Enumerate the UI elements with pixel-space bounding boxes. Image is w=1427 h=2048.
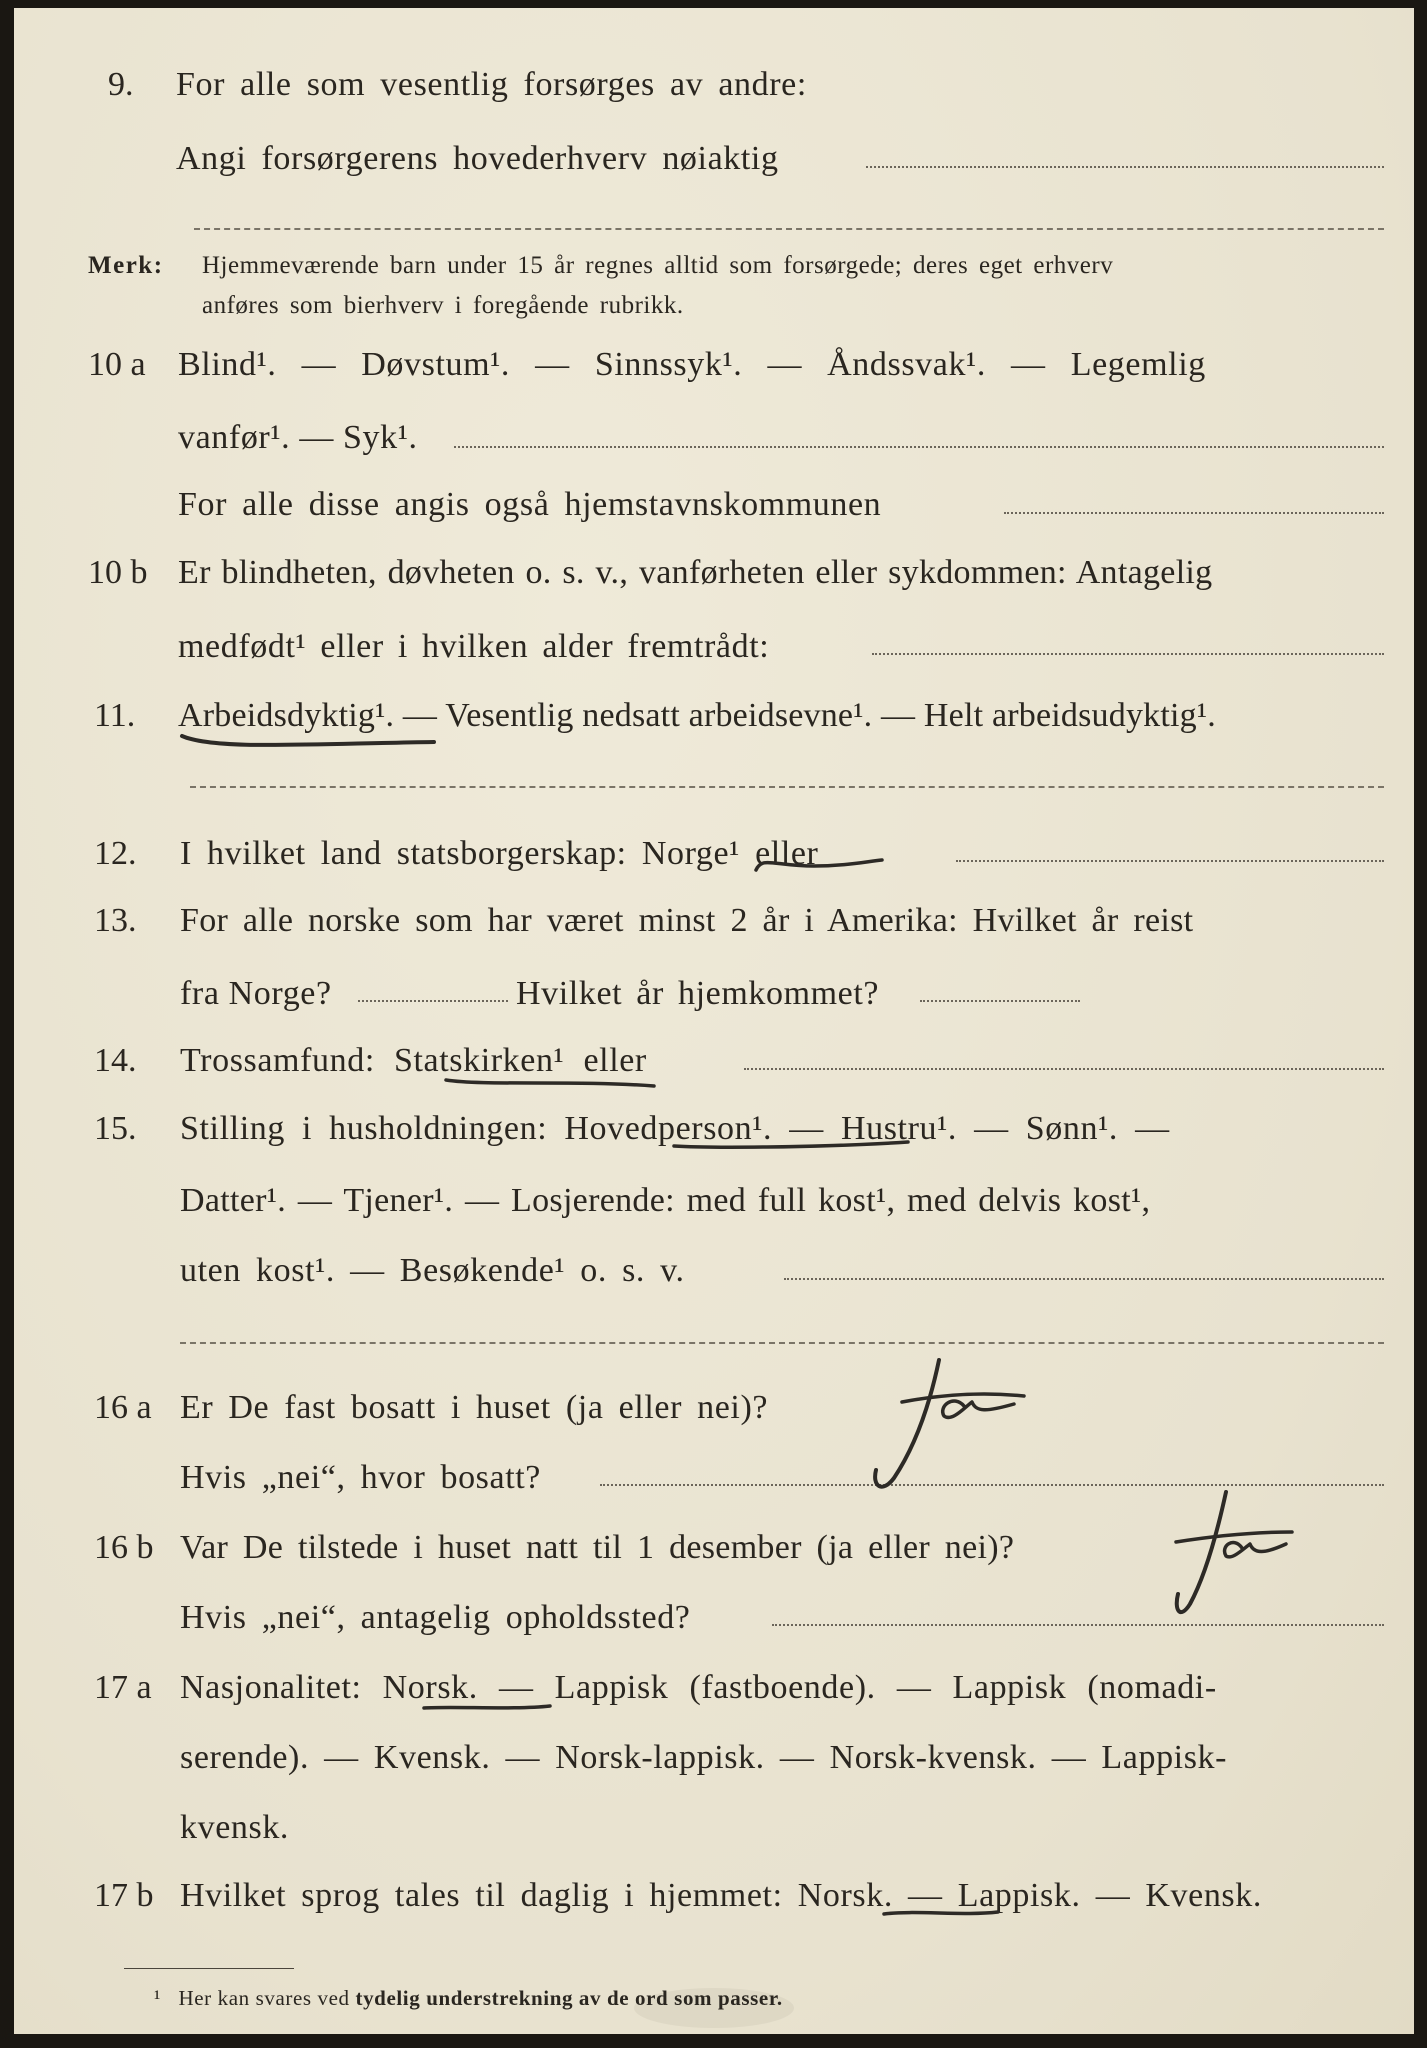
- q16b-number: 16 b: [94, 1529, 154, 1566]
- q12-option-norge[interactable]: Norge¹: [641, 835, 740, 872]
- q14-answer-line[interactable]: [744, 1068, 1384, 1070]
- q15-text-line1: [180, 1109, 1170, 1149]
- q17b-rest: — Lappisk. — Kvensk.: [892, 1877, 1262, 1914]
- merk-text-line2: anføres som bierhverv i foregående rubrikk.: [202, 292, 684, 319]
- q9-text-line2: Angi forsørgerens hovederhverv nøiaktig: [176, 140, 779, 177]
- q11-text: [178, 696, 1216, 736]
- q10a-text-line3: For alle disse angis også hjemstavnskommunen: [178, 486, 882, 523]
- footnote-mark: ¹: [154, 1986, 161, 2010]
- q16a-text-line1: Er De fast bosatt i huset (ja eller nei)?: [180, 1389, 769, 1426]
- q11-number: 11.: [94, 697, 136, 734]
- q10b-answer-line[interactable]: [872, 653, 1384, 655]
- q12-answer-line[interactable]: [956, 860, 1384, 862]
- q16a-text-line2: Hvis „nei“, hvor bosatt?: [180, 1459, 541, 1496]
- q17a-rest1: — Lappisk (fastboende). — Lappisk (nomadi-: [477, 1669, 1217, 1706]
- q17a-option-norsk[interactable]: Norsk.: [382, 1669, 478, 1706]
- q15-option-hovedperson[interactable]: Hovedperson¹.: [564, 1110, 773, 1147]
- census-form-page: [14, 8, 1414, 2034]
- q14-option-statskirken[interactable]: Statskirken¹: [393, 1042, 565, 1079]
- q17a-number: 17 a: [94, 1669, 152, 1706]
- footnote-text-bold: tydelig understrekning av de ord som passer.: [355, 1986, 783, 2010]
- q12-text: [180, 834, 818, 874]
- q10b-text-line1: Er blindheten, døvheten o. s. v., vanførheten eller sykdommen: Antagelig: [178, 554, 1213, 591]
- q12-prefix: I hvilket land statsborgerskap:: [180, 835, 642, 872]
- q10a-text-line1: Blind¹. — Døvstum¹. — Sinnssyk¹. — Åndssvak¹. — Legemlig: [178, 346, 1206, 383]
- q10b-text-line2: medfødt¹ eller i hvilken alder fremtrådt:: [178, 628, 770, 665]
- q15-number: 15.: [94, 1110, 137, 1147]
- q15-prefix: Stilling i husholdningen:: [180, 1110, 565, 1147]
- q16b-text-line1: Var De tilstede i huset natt til 1 desember (ja eller nei)?: [180, 1529, 1015, 1566]
- q15-rest1: — Hustru¹. — Sønn¹. —: [772, 1110, 1170, 1147]
- merk-text-line1: Hjemmeværende barn under 15 år regnes alltid som forsørgede; deres eget erhverv: [202, 252, 1114, 279]
- q9-answer-line[interactable]: [866, 166, 1384, 168]
- handwritten-ja-16b: [1176, 1492, 1292, 1612]
- q13-text-line1: For alle norske som har været minst 2 år i Amerika: Hvilket år reist: [180, 902, 1194, 939]
- q17b-prefix: Hvilket sprog tales til daglig i hjemmet:: [180, 1877, 798, 1914]
- q17a-text-line2: serende). — Kvensk. — Norsk-lappisk. — Norsk-kvensk. — Lappisk-: [180, 1739, 1228, 1776]
- footnote: [154, 1985, 783, 2011]
- q15-separator: [180, 1342, 1384, 1344]
- q13-hjemkommet-line[interactable]: [920, 1000, 1080, 1002]
- q17b-option-norsk[interactable]: Norsk.: [797, 1877, 893, 1914]
- q10a-number: 10 a: [88, 346, 146, 383]
- q12-number: 12.: [94, 835, 137, 872]
- q17b-text: [180, 1876, 1262, 1916]
- q17a-text-line3: kvensk.: [180, 1809, 290, 1846]
- q17b-number: 17 b: [94, 1877, 154, 1914]
- q13-text-line2b: Hvilket år hjemkommet?: [516, 975, 880, 1012]
- q12-suffix: eller: [739, 835, 819, 872]
- q10b-number: 10 b: [88, 554, 148, 591]
- q10a-text-line2: vanfør¹. — Syk¹.: [178, 419, 418, 456]
- q10a-hjemstavn-line[interactable]: [1004, 512, 1384, 514]
- q16b-text-line2: Hvis „nei“, antagelig opholdssted?: [180, 1599, 691, 1636]
- underline-arbeidsdyktig: [182, 736, 434, 745]
- q16b-opholdssted-line[interactable]: [772, 1624, 1384, 1626]
- q17a-text-line1: [180, 1668, 1217, 1708]
- q15-answer-line[interactable]: [784, 1278, 1384, 1280]
- footnote-text: Her kan svares ved: [178, 1986, 356, 2010]
- q11-separator: [190, 786, 1384, 788]
- q15-text-line2: Datter¹. — Tjener¹. — Losjerende: med full kost¹, med delvis kost¹,: [180, 1182, 1151, 1219]
- q16a-number: 16 a: [94, 1389, 152, 1426]
- footnote-rule: [124, 1968, 294, 1969]
- q9-number: 9.: [108, 66, 134, 103]
- q14-number: 14.: [94, 1042, 137, 1079]
- q11-option-arbeidsdyktig[interactable]: Arbeidsdyktig¹.: [178, 697, 395, 734]
- q11-rest: — Vesentlig nedsatt arbeidsevne¹. — Helt arbeidsudyktig¹.: [394, 697, 1216, 734]
- handwritten-ja-16a: [875, 1360, 1024, 1487]
- q17a-prefix: Nasjonalitet:: [180, 1669, 383, 1706]
- q10a-answer-line[interactable]: [454, 446, 1384, 448]
- q13-text-line2a: fra Norge?: [180, 975, 332, 1012]
- q16a-bosatt-line[interactable]: [600, 1484, 1384, 1486]
- q13-number: 13.: [94, 902, 137, 939]
- q9-answer-line-2[interactable]: [194, 228, 1384, 230]
- q13-reist-line[interactable]: [358, 1000, 508, 1002]
- merk-label: Merk:: [88, 252, 164, 279]
- q14-text: [180, 1041, 647, 1081]
- q14-prefix: Trossamfund:: [180, 1042, 394, 1079]
- q15-text-line3: uten kost¹. — Besøkende¹ o. s. v.: [180, 1252, 685, 1289]
- q9-text-line1: For alle som vesentlig forsørges av andre:: [176, 66, 807, 103]
- q14-suffix: eller: [564, 1042, 647, 1079]
